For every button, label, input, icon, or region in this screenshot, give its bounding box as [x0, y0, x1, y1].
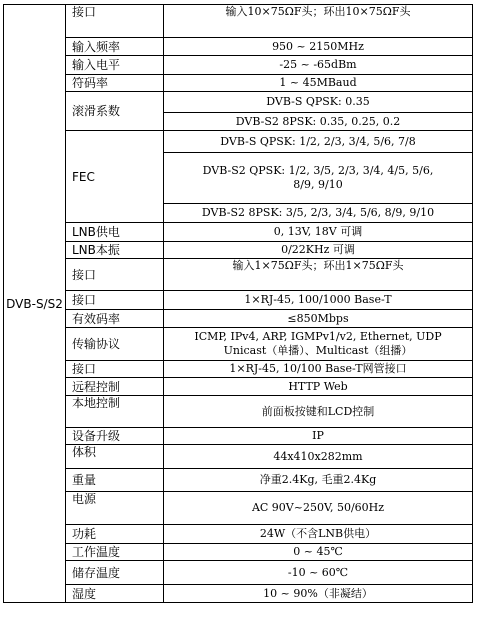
label-upgrade: 设备升级 [66, 428, 164, 445]
label-operating-temp: 工作温度 [66, 544, 164, 561]
row-input-frequency [4, 38, 473, 56]
row-ip-interface [4, 291, 473, 310]
row-output-interface [4, 259, 473, 291]
label-humidity: 湿度 [66, 585, 164, 603]
row-mgmt-interface [4, 361, 473, 378]
label-power: 电源 [66, 492, 164, 525]
row-symbol-rate [4, 75, 473, 92]
row-local-control [4, 396, 473, 428]
label-storage-temp: 储存温度 [66, 561, 164, 585]
value-remote-control: HTTP Web [164, 378, 473, 396]
row-fec-1 [4, 131, 473, 153]
value-local-control: 前面板按键和LCD控制 [164, 396, 473, 428]
label-symbol-rate: 符码率 [66, 75, 164, 92]
label-fec: FEC [66, 131, 164, 223]
row-operating-temp [4, 544, 473, 561]
row-rolloff-1 [4, 92, 473, 113]
value-input-interface: 输入10×75ΩF头；环出10×75ΩF头 [164, 5, 473, 38]
spec-table [3, 4, 473, 603]
row-power [4, 492, 473, 525]
label-input-frequency: 输入频率 [66, 38, 164, 56]
value-input-frequency: 950 ~ 2150MHz [164, 38, 473, 56]
label-mgmt-interface: 接口 [66, 361, 164, 378]
mode-label: DVB-S/S2 [4, 5, 66, 603]
value-ip-interface: 1×RJ-45, 100/1000 Base-T [164, 291, 473, 310]
row-lnb-power [4, 223, 473, 242]
value-input-level: -25 ~ -65dBm [164, 56, 473, 75]
row-volume [4, 445, 473, 469]
fec-dvbs2-qpsk-line-1: DVB-S2 QPSK: 1/2, 3/5, 2/3, 3/4, 4/5, 5/6, [202, 164, 434, 177]
row-storage-temp [4, 561, 473, 585]
value-storage-temp: -10 ~ 60℃ [164, 561, 473, 585]
value-protocol [164, 328, 473, 361]
value-weight: 净重2.4Kg, 毛重2.4Kg [164, 469, 473, 492]
label-lnb-power: LNB供电 [66, 223, 164, 242]
row-lnb-osc [4, 242, 473, 259]
row-input-level [4, 56, 473, 75]
value-lnb-osc: 0/22KHz 可调 [164, 242, 473, 259]
label-bitrate: 有效码率 [66, 310, 164, 328]
value-fec-dvbs2-8psk: DVB-S2 8PSK: 3/5, 2/3, 3/4, 5/6, 8/9, 9/10 [164, 204, 473, 223]
label-rolloff: 滚滑系数 [66, 92, 164, 131]
row-input-interface [4, 5, 473, 38]
row-remote-control [4, 378, 473, 396]
value-power: AC 90V~250V, 50/60Hz [164, 492, 473, 525]
row-upgrade [4, 428, 473, 445]
value-upgrade: IP [164, 428, 473, 445]
label-remote-control: 远程控制 [66, 378, 164, 396]
label-volume: 体积 [66, 445, 164, 469]
label-ip-interface: 接口 [66, 291, 164, 310]
value-output-interface: 输入1×75ΩF头；环出1×75ΩF头 [164, 259, 473, 291]
value-rolloff-dvbs: DVB-S QPSK: 0.35 [164, 92, 473, 113]
row-consumption [4, 525, 473, 544]
row-bitrate [4, 310, 473, 328]
row-weight [4, 469, 473, 492]
label-weight: 重量 [66, 469, 164, 492]
label-consumption: 功耗 [66, 525, 164, 544]
value-fec-dvbs-qpsk: DVB-S QPSK: 1/2, 2/3, 3/4, 5/6, 7/8 [164, 131, 473, 153]
value-humidity: 10 ~ 90%（非凝结） [164, 585, 473, 603]
value-consumption: 24W（不含LNB供电） [164, 525, 473, 544]
label-protocol: 传输协议 [66, 328, 164, 361]
value-bitrate: ≤850Mbps [164, 310, 473, 328]
row-protocol [4, 328, 473, 361]
label-output-interface: 接口 [66, 259, 164, 291]
row-humidity [4, 585, 473, 603]
value-symbol-rate: 1 ~ 45MBaud [164, 75, 473, 92]
value-volume: 44x410x282mm [164, 445, 473, 469]
label-local-control: 本地控制 [66, 396, 164, 428]
fec-dvbs2-qpsk-line-2: 8/9, 9/10 [293, 178, 343, 191]
label-input-level: 输入电平 [66, 56, 164, 75]
value-mgmt-interface: 1×RJ-45, 10/100 Base-T网管接口 [164, 361, 473, 378]
label-input-interface: 接口 [66, 5, 164, 38]
value-lnb-power: 0, 13V, 18V 可调 [164, 223, 473, 242]
protocol-line-1: ICMP, IPv4, ARP, IGMPv1/v2, Ethernet, UDP [194, 330, 442, 343]
value-operating-temp: 0 ~ 45℃ [164, 544, 473, 561]
label-lnb-osc: LNB本振 [66, 242, 164, 259]
protocol-line-2: Unicast（单播）、Multicast（组播） [223, 344, 413, 357]
value-rolloff-dvbs2: DVB-S2 8PSK: 0.35, 0.25, 0.2 [164, 113, 473, 131]
value-fec-dvbs2-qpsk [164, 153, 473, 204]
